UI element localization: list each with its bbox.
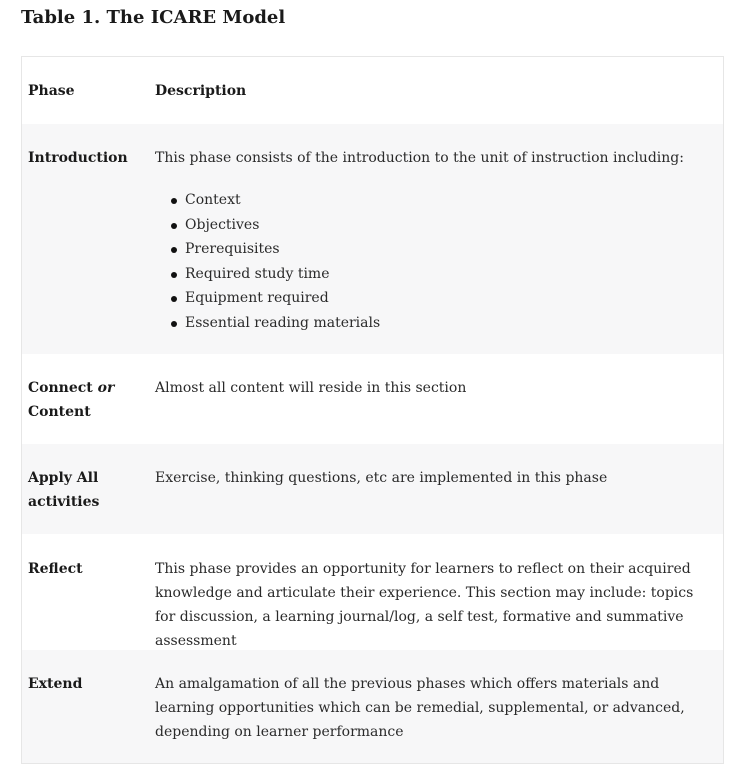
bullet-icon	[171, 247, 177, 253]
header-phase: Phase	[28, 83, 75, 99]
table-row	[22, 444, 723, 534]
description-introduction: This phase consists of the introduction to the unit of instruction including:	[155, 150, 684, 166]
table-row	[22, 124, 723, 354]
table-row	[22, 534, 723, 650]
icare-table	[21, 56, 724, 764]
bullet-icon	[171, 223, 177, 229]
table-row	[22, 354, 723, 444]
bullet-icon	[171, 198, 177, 204]
table-row	[22, 650, 723, 763]
table-caption: Table 1. The ICARE Model	[21, 7, 286, 28]
list-item: Equipment required	[155, 286, 695, 311]
bullet-icon	[171, 321, 177, 327]
description-extend: An amalgamation of all the previous phases which offers materials and learning opportunities which can be remedial, supplemental, or advanced, depending on learner performance	[155, 676, 685, 740]
list-item: Objectives	[155, 213, 695, 238]
introduction-list	[155, 188, 695, 336]
description-connect-content: Almost all content will reside in this section	[155, 380, 467, 396]
phase-extend: Extend	[28, 676, 83, 692]
phase-reflect: Reflect	[28, 561, 83, 577]
list-item: Essential reading materials	[155, 311, 695, 336]
list-item: Required study time	[155, 262, 695, 287]
table-header-row	[22, 57, 723, 124]
header-description: Description	[155, 83, 247, 99]
phase-connect-content: Connect or Content	[28, 380, 115, 420]
phase-apply-all: Apply All activities	[28, 470, 100, 510]
phase-introduction: Introduction	[28, 150, 128, 166]
bullet-icon	[171, 296, 177, 302]
bullet-icon	[171, 272, 177, 278]
list-item: Context	[155, 188, 695, 213]
description-apply-all: Exercise, thinking questions, etc are implemented in this phase	[155, 470, 608, 486]
list-item: Prerequisites	[155, 237, 695, 262]
description-reflect: This phase provides an opportunity for learners to reflect on their acquired knowledge and articulate their experience. This section may include: topics for discussion, a learning journal/log, a self test, formative and summative assessment	[155, 561, 694, 649]
